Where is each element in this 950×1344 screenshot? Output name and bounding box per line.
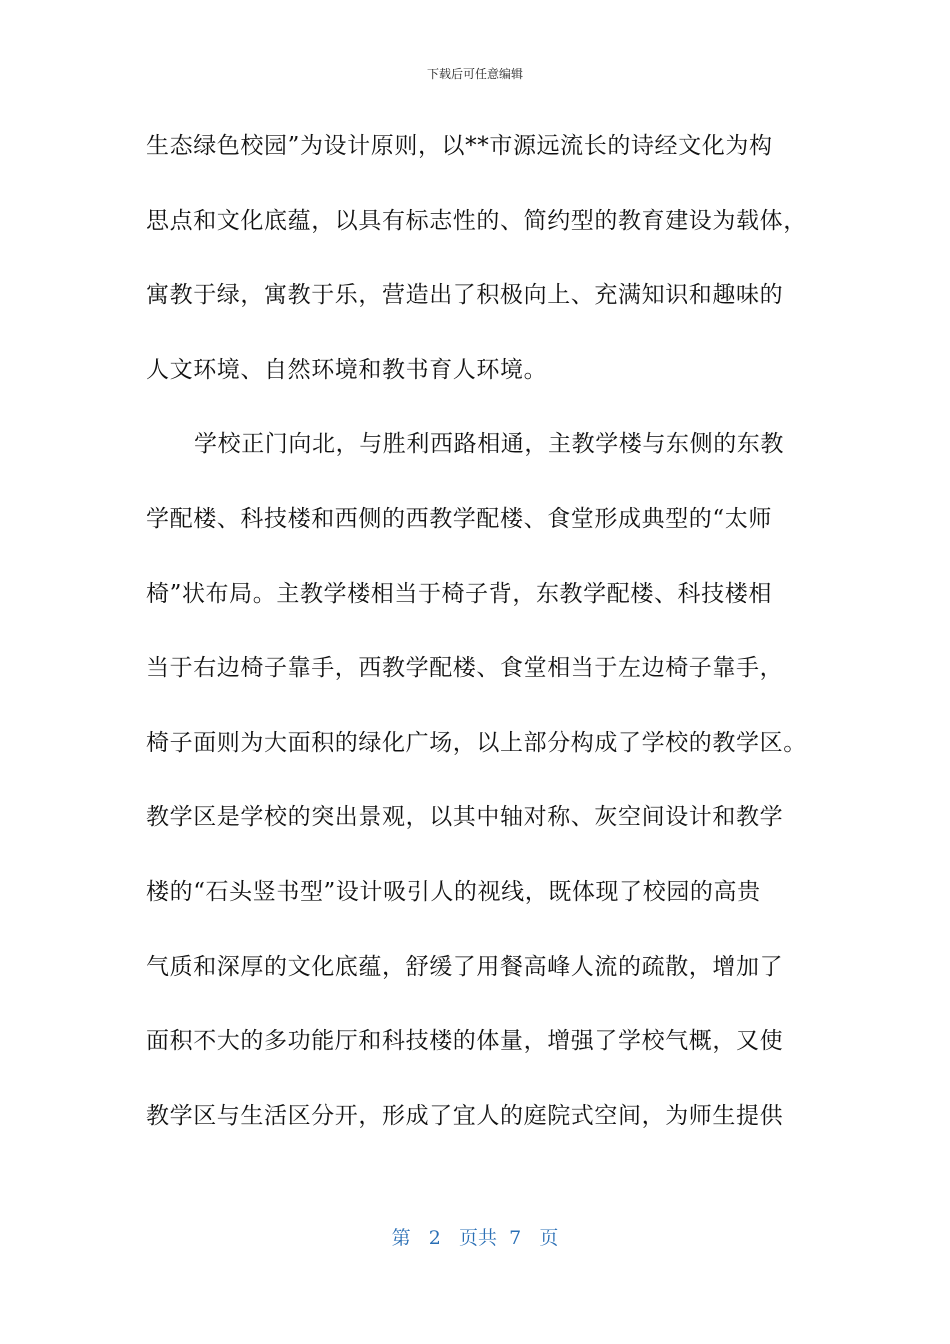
text-line: 椅”状布局。主教学楼相当于椅子背，东教学配楼、科技楼相 [146, 580, 772, 607]
text-line: 椅子面则为大面积的绿化广场，以上部分构成了学校的教学区。 [146, 729, 807, 756]
text-line: 教学区与生活区分开，形成了宜人的庭院式空间，为师生提供 [146, 1102, 784, 1129]
footer-middle: 页共 [459, 1227, 498, 1249]
footer-prefix: 第 [391, 1227, 411, 1249]
footer-suffix: 页 [539, 1227, 559, 1249]
text-line: 生态绿色校园”为设计原则，以**市源远流长的诗经文化为构 [146, 133, 773, 159]
text-line: 气质和深厚的文化底蕴，舒缓了用餐高峰人流的疏散，增加了 [146, 953, 784, 980]
page-footer [0, 1224, 950, 1252]
page-header-note: 下载后可任意编辑 [426, 67, 523, 81]
text-line: 寓教于绿，寓教于乐，营造出了积极向上、充满知识和趣味的 [146, 282, 784, 309]
text-line: 当于右边椅子靠手，西教学配楼、食堂相当于左边椅子靠手， [146, 655, 784, 682]
text-line: 学配楼、科技楼和西侧的西教学配楼、食堂形成典型的“太师 [146, 505, 772, 532]
text-line: 面积不大的多功能厅和科技楼的体量，增强了学校气概，又使 [146, 1028, 784, 1055]
text-line: 楼的“石头竖书型”设计吸引人的视线，既体现了校园的高贵 [146, 878, 761, 905]
body-text [146, 118, 806, 1162]
text-line: 思点和文化底蕴，以具有标志性的、简约型的教育建设为载体， [146, 207, 807, 234]
text-line: 人文环境、自然环境和教书育人环境。 [146, 356, 548, 383]
footer-total-pages: 7 [509, 1227, 522, 1249]
paragraph-first-line: 学校正门向北，与胜利西路相通，主教学楼与东侧的东教 [194, 431, 784, 458]
text-line: 教学区是学校的突出景观，以其中轴对称、灰空间设计和教学 [146, 804, 784, 831]
footer-page-number: 2 [428, 1227, 441, 1249]
